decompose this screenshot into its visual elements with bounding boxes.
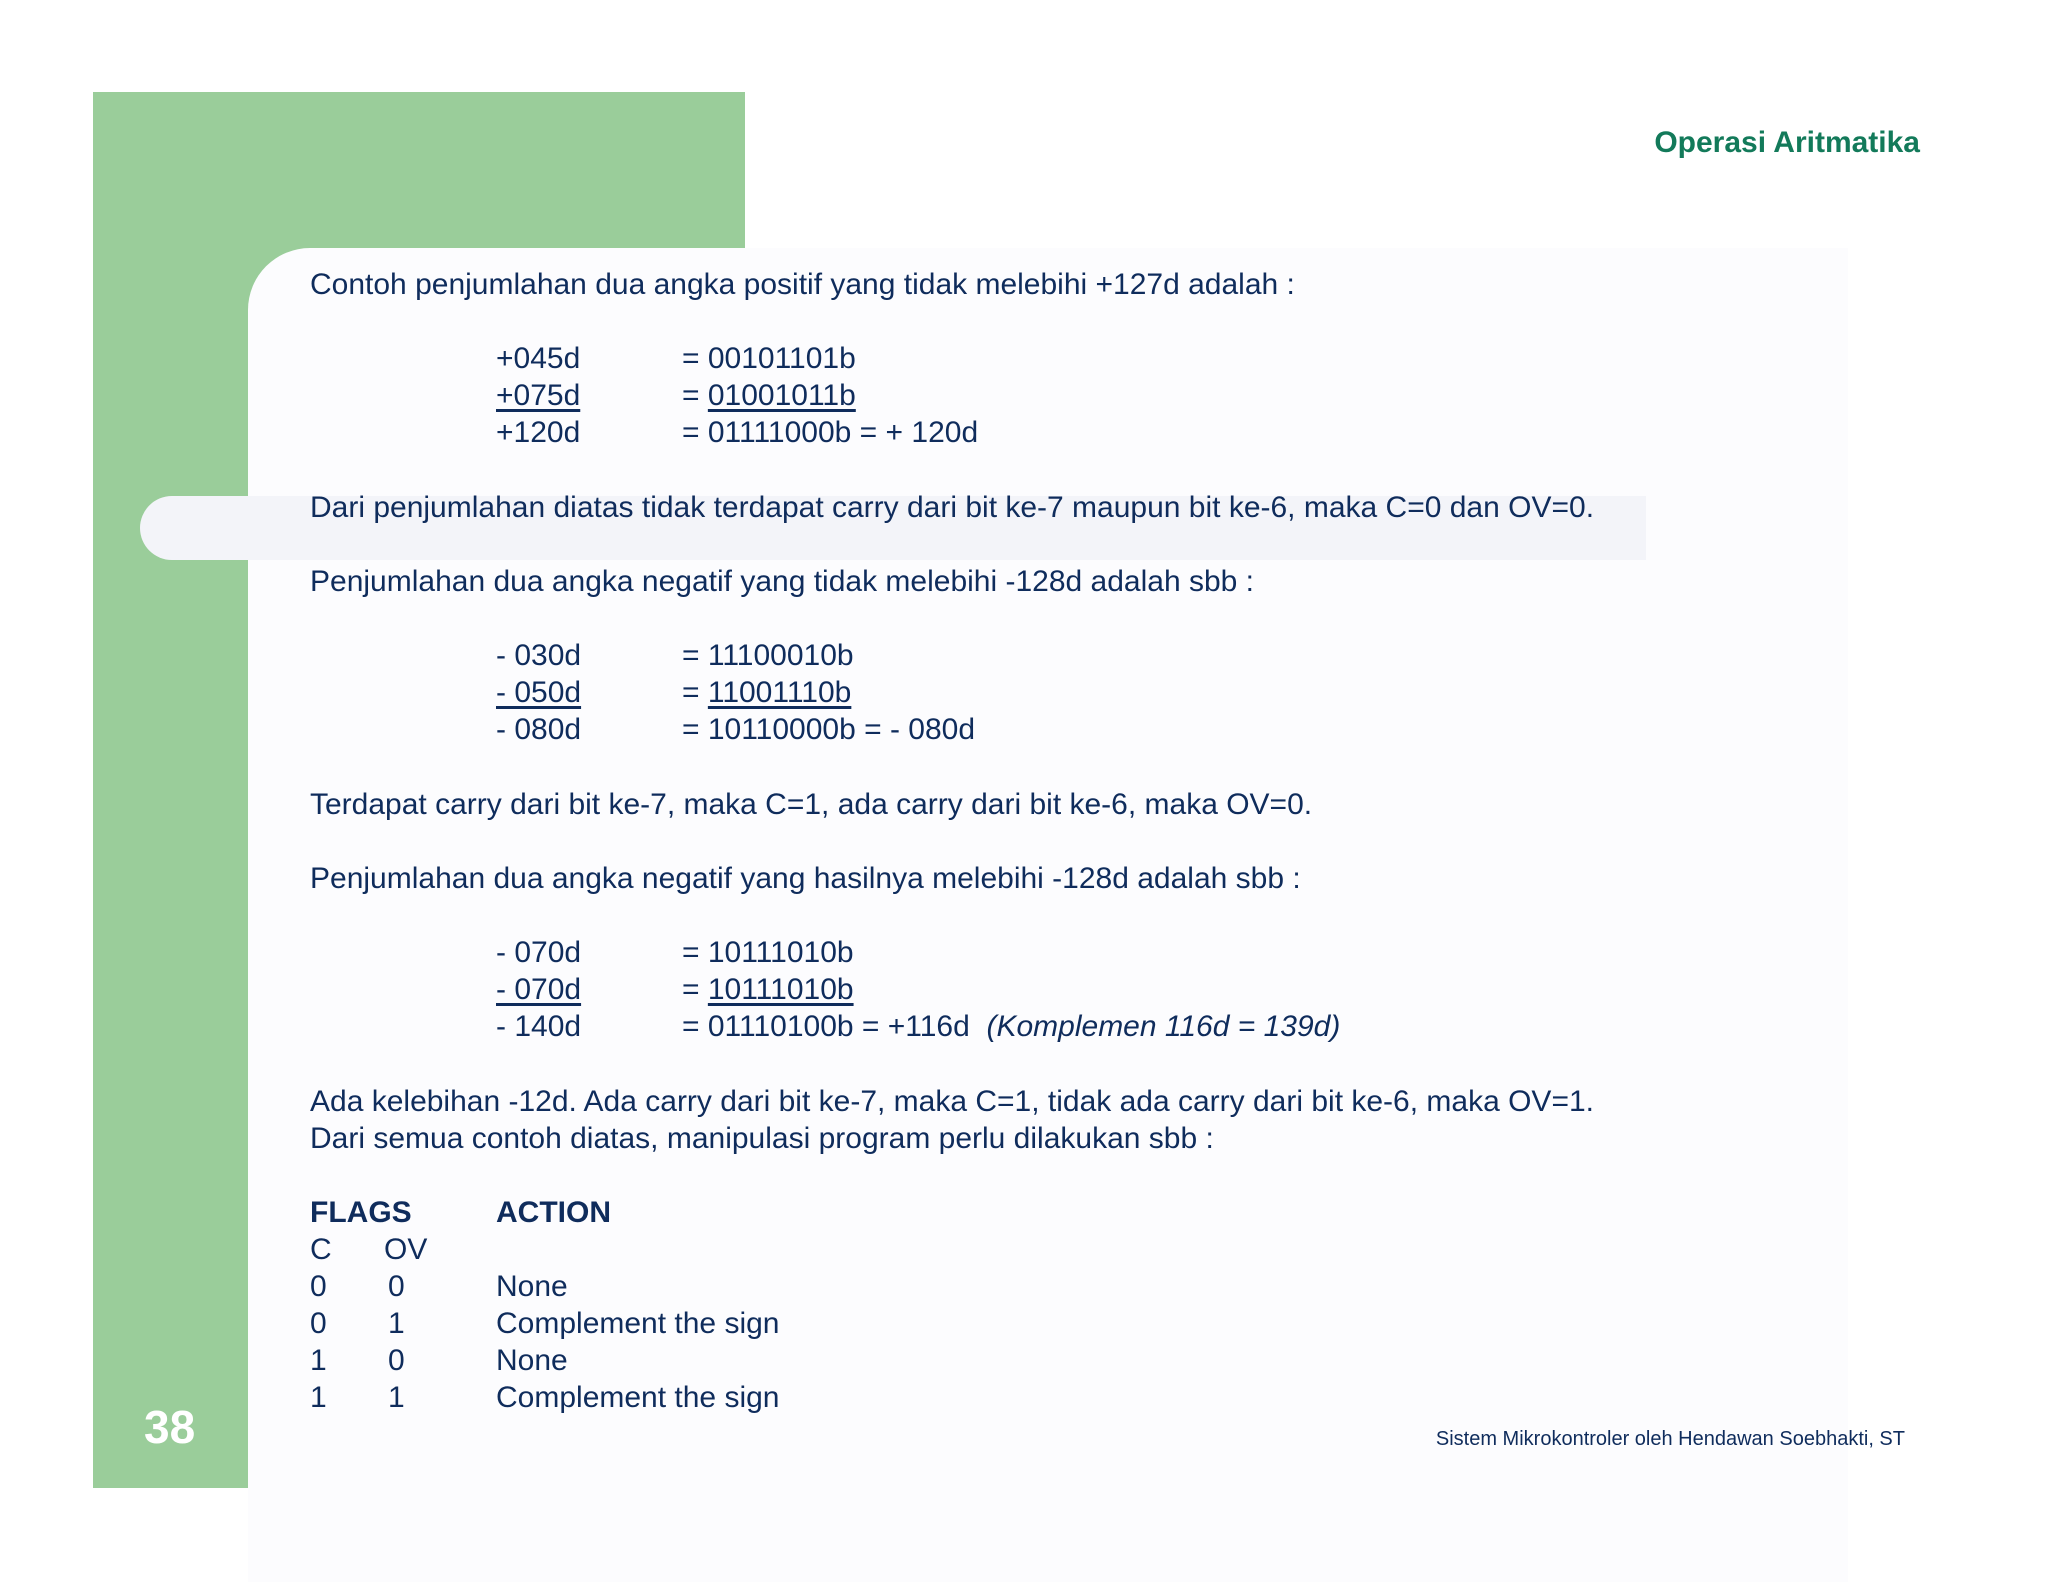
section1-row3-left: +120d	[496, 416, 581, 449]
col-ov-header: OV	[384, 1233, 428, 1266]
section1-row1-right	[682, 340, 856, 377]
table-row-1-action: None	[496, 1270, 568, 1303]
result-value: = - 080d	[855, 713, 976, 746]
section2-row3-right	[682, 711, 975, 748]
equals-sign: =	[682, 1010, 708, 1043]
equals-sign: =	[682, 936, 708, 969]
section2-conclusion: Terdapat carry dari bit ke-7, maka C=1, ada carry dari bit ke-6, maka OV=0.	[310, 788, 1313, 821]
binary-value: 10111010b	[707, 936, 854, 969]
table-row-2-c: 0	[310, 1307, 327, 1340]
footer-credit: Sistem Mikrokontroler oleh Hendawan Soebhakti, ST	[1435, 1428, 1905, 1450]
table-row-4-action: Complement the sign	[496, 1381, 780, 1414]
page-number: 38	[144, 1401, 196, 1453]
flags-header: FLAGS	[310, 1196, 412, 1229]
section3-row1-right	[682, 934, 854, 971]
section2-row2-left: - 050d	[496, 676, 582, 709]
table-row-2-action: Complement the sign	[496, 1307, 780, 1340]
section2-row1-right	[682, 637, 854, 674]
binary-value: 01110100b	[707, 1010, 854, 1043]
section1-row2-right	[682, 377, 856, 414]
binary-value: 01001011b	[707, 379, 856, 412]
action-header: ACTION	[496, 1196, 611, 1229]
section2-intro: Penjumlahan dua angka negatif yang tidak melebihi -128d adalah sbb :	[310, 565, 1255, 598]
equals-sign: =	[682, 379, 708, 412]
section1-row2-left: +075d	[496, 379, 581, 412]
slide-title: Operasi Aritmatika	[1654, 126, 1920, 159]
section2-row2-right	[682, 674, 851, 711]
complement-note: (Komplemen 116d = 139d)	[986, 1010, 1341, 1043]
table-row-2-ov: 1	[388, 1307, 405, 1340]
section1-intro: Contoh penjumlahan dua angka positif yang tidak melebihi +127d adalah :	[310, 268, 1295, 301]
section3-row2-right	[682, 971, 854, 1008]
table-row-3-ov: 0	[388, 1344, 405, 1377]
green-decor-side	[93, 92, 248, 1488]
binary-value: 11001110b	[707, 676, 852, 709]
table-row-4-ov: 1	[388, 1381, 405, 1414]
result-value: = +116d	[853, 1010, 970, 1043]
result-value: = + 120d	[851, 416, 979, 449]
equals-sign: =	[682, 416, 708, 449]
binary-value: 01111000b	[707, 416, 852, 449]
section2-row3-left: - 080d	[496, 713, 582, 746]
section1-row3-right	[682, 414, 978, 451]
equals-sign: =	[682, 639, 708, 672]
equals-sign: =	[682, 713, 708, 746]
section1-conclusion: Dari penjumlahan diatas tidak terdapat carry dari bit ke-7 maupun bit ke-6, maka C=0 dan OV=0.	[310, 491, 1595, 524]
section3-conclusion-line1: Ada kelebihan -12d. Ada carry dari bit ke-7, maka C=1, tidak ada carry dari bit ke-6, maka OV=1.	[310, 1085, 1594, 1118]
table-row-1-ov: 0	[388, 1270, 405, 1303]
binary-value: 00101101b	[707, 342, 856, 375]
section3-conclusion-line2: Dari semua contoh diatas, manipulasi program perlu dilakukan sbb :	[310, 1122, 1214, 1155]
section3-intro: Penjumlahan dua angka negatif yang hasilnya melebihi -128d adalah sbb :	[310, 862, 1301, 895]
col-c-header: C	[310, 1233, 332, 1266]
table-row-4-c: 1	[310, 1381, 327, 1414]
binary-value: 11100010b	[707, 639, 854, 672]
section3-row1-left: - 070d	[496, 936, 582, 969]
table-row-3-c: 1	[310, 1344, 327, 1377]
section3-row3-right	[682, 1008, 1340, 1045]
section3-row3-left: - 140d	[496, 1010, 582, 1043]
table-row-3-action: None	[496, 1344, 568, 1377]
section1-row1-left: +045d	[496, 342, 581, 375]
table-row-1-c: 0	[310, 1270, 327, 1303]
equals-sign: =	[682, 973, 708, 1006]
equals-sign: =	[682, 676, 708, 709]
content-panel	[248, 248, 1848, 1582]
binary-value: 10110000b	[707, 713, 856, 746]
section2-row1-left: - 030d	[496, 639, 582, 672]
equals-sign: =	[682, 342, 708, 375]
section3-row2-left: - 070d	[496, 973, 582, 1006]
binary-value: 10111010b	[707, 973, 854, 1006]
